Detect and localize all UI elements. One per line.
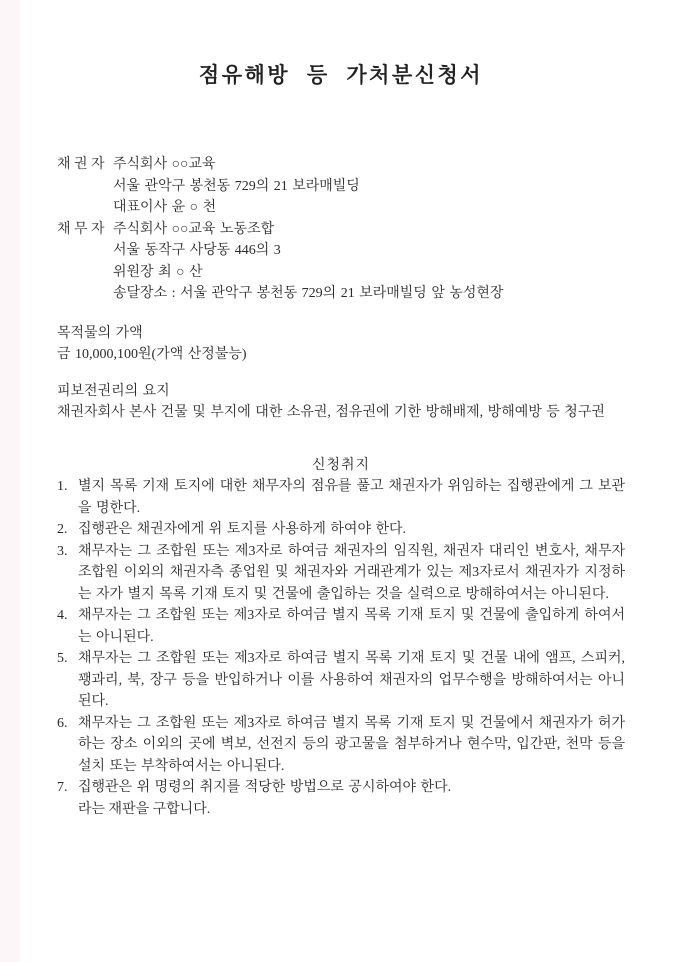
preserved-right-text: 채권자회사 본사 건물 및 부지에 대한 소유권, 점유권에 기한 방해배제, 방해예방 등 청구권 <box>57 405 605 420</box>
creditor-address: 서울 관악구 봉천동 729의 21 보라매빌딩 <box>113 178 360 194</box>
object-value-heading: 목적물의 가액 <box>57 325 143 341</box>
purport-item-number: 3. <box>57 543 68 559</box>
purport-item-1 <box>57 476 625 519</box>
purport-item-7 <box>57 777 625 799</box>
purport-item-number: 6. <box>57 715 68 731</box>
document-title: 점유해방 등 가처분신청서 <box>198 63 484 87</box>
purport-item-4 <box>57 605 625 648</box>
object-value-section <box>57 323 625 366</box>
purport-item-6 <box>57 713 625 778</box>
creditor-row <box>57 154 625 219</box>
creditor-details <box>113 154 625 219</box>
purport-item-number: 5. <box>57 651 68 666</box>
purport-item-text: 채무자는 그 조합원 또는 제3자로 하여금 별지 목록 기재 토지 및 건물 내에 앰프, 스피커, 꽹과리, 북, 장구 등을 반입하거나 이를 사용하여 채권자의 업무수행을 방해하여서는 아니된다. <box>78 651 625 709</box>
creditor-name: 주식회사 ○○교육 <box>113 157 216 172</box>
preserved-right-heading: 피보전권리의 요지 <box>57 383 170 399</box>
purport-item-text: 채무자는 그 조합원 또는 제3자로 하여금 별지 목록 기재 토지 및 건물에 출입하게 하여서는 아니된다. <box>78 608 625 645</box>
purport-item-number: 1. <box>57 479 68 494</box>
object-value-amount: 금 10,000,100원(가액 산정불능) <box>57 347 247 362</box>
purport-item-2 <box>57 519 625 541</box>
debtor-service-address: 송달장소 : 서울 관악구 봉천동 729의 21 보라매빌딩 앞 농성현장 <box>113 286 504 301</box>
debtor-address: 서울 동작구 사당동 446의 3 <box>113 243 281 258</box>
scan-left-edge-tint <box>0 0 20 962</box>
debtor-name: 주식회사 ○○교육 노동조합 <box>113 221 275 237</box>
purport-heading: 신청취지 <box>311 457 371 473</box>
purport-list <box>57 476 625 820</box>
creditor-representative: 대표이사 윤 ○ 천 <box>113 200 217 215</box>
debtor-row <box>57 219 625 305</box>
purport-item-text: 집행관은 채권자에게 위 토지를 사용하게 하여야 한다. <box>78 522 407 537</box>
purport-item-text: 채무자는 그 조합원 또는 제3자로 하여금 채권자의 임직원, 채권자 대리인 변호사, 채무자 조합원 이외의 채권자측 종업원 및 채권자와 거래관계가 있는 제3자로서 채권자가 지정하는 자가 별지 목록 기재 토지 및 건물에 출입하는 것을 실력으로 방해하여서는 아니된다. <box>78 543 625 602</box>
purport-closing: 라는 재판을 구합니다. <box>78 801 211 817</box>
purport-item-5 <box>57 648 625 713</box>
preserved-right-section <box>57 381 625 424</box>
debtor-role-label: 채 무 자 <box>57 221 105 237</box>
purport-item-text: 집행관은 위 명령의 취지를 적당한 방법으로 공시하여야 한다. <box>78 780 452 795</box>
purport-item-number: 2. <box>57 522 68 537</box>
purport-item-text: 채무자는 그 조합원 또는 제3자로 하여금 별지 목록 기재 토지 및 건물에서 채권자가 허가하는 장소 이외의 곳에 벽보, 선전지 등의 광고물을 첨부하거나 현수막, 입간판, 천막 등을 설치 또는 부착하여서는 아니된다. <box>78 715 625 774</box>
purport-item-3 <box>57 541 625 606</box>
debtor-representative: 위원장 최 ○ 산 <box>113 264 203 280</box>
purport-item-number: 7. <box>57 780 68 795</box>
debtor-details <box>113 219 625 305</box>
purport-item-text: 별지 목록 기재 토지에 대한 채무자의 점유를 풀고 채권자가 위임하는 집행관에게 그 보관을 명한다. <box>78 479 625 516</box>
parties-block <box>57 154 625 305</box>
legal-document-page <box>57 0 625 820</box>
purport-item-number: 4. <box>57 608 68 623</box>
creditor-role-label: 채 권 자 <box>57 157 105 172</box>
